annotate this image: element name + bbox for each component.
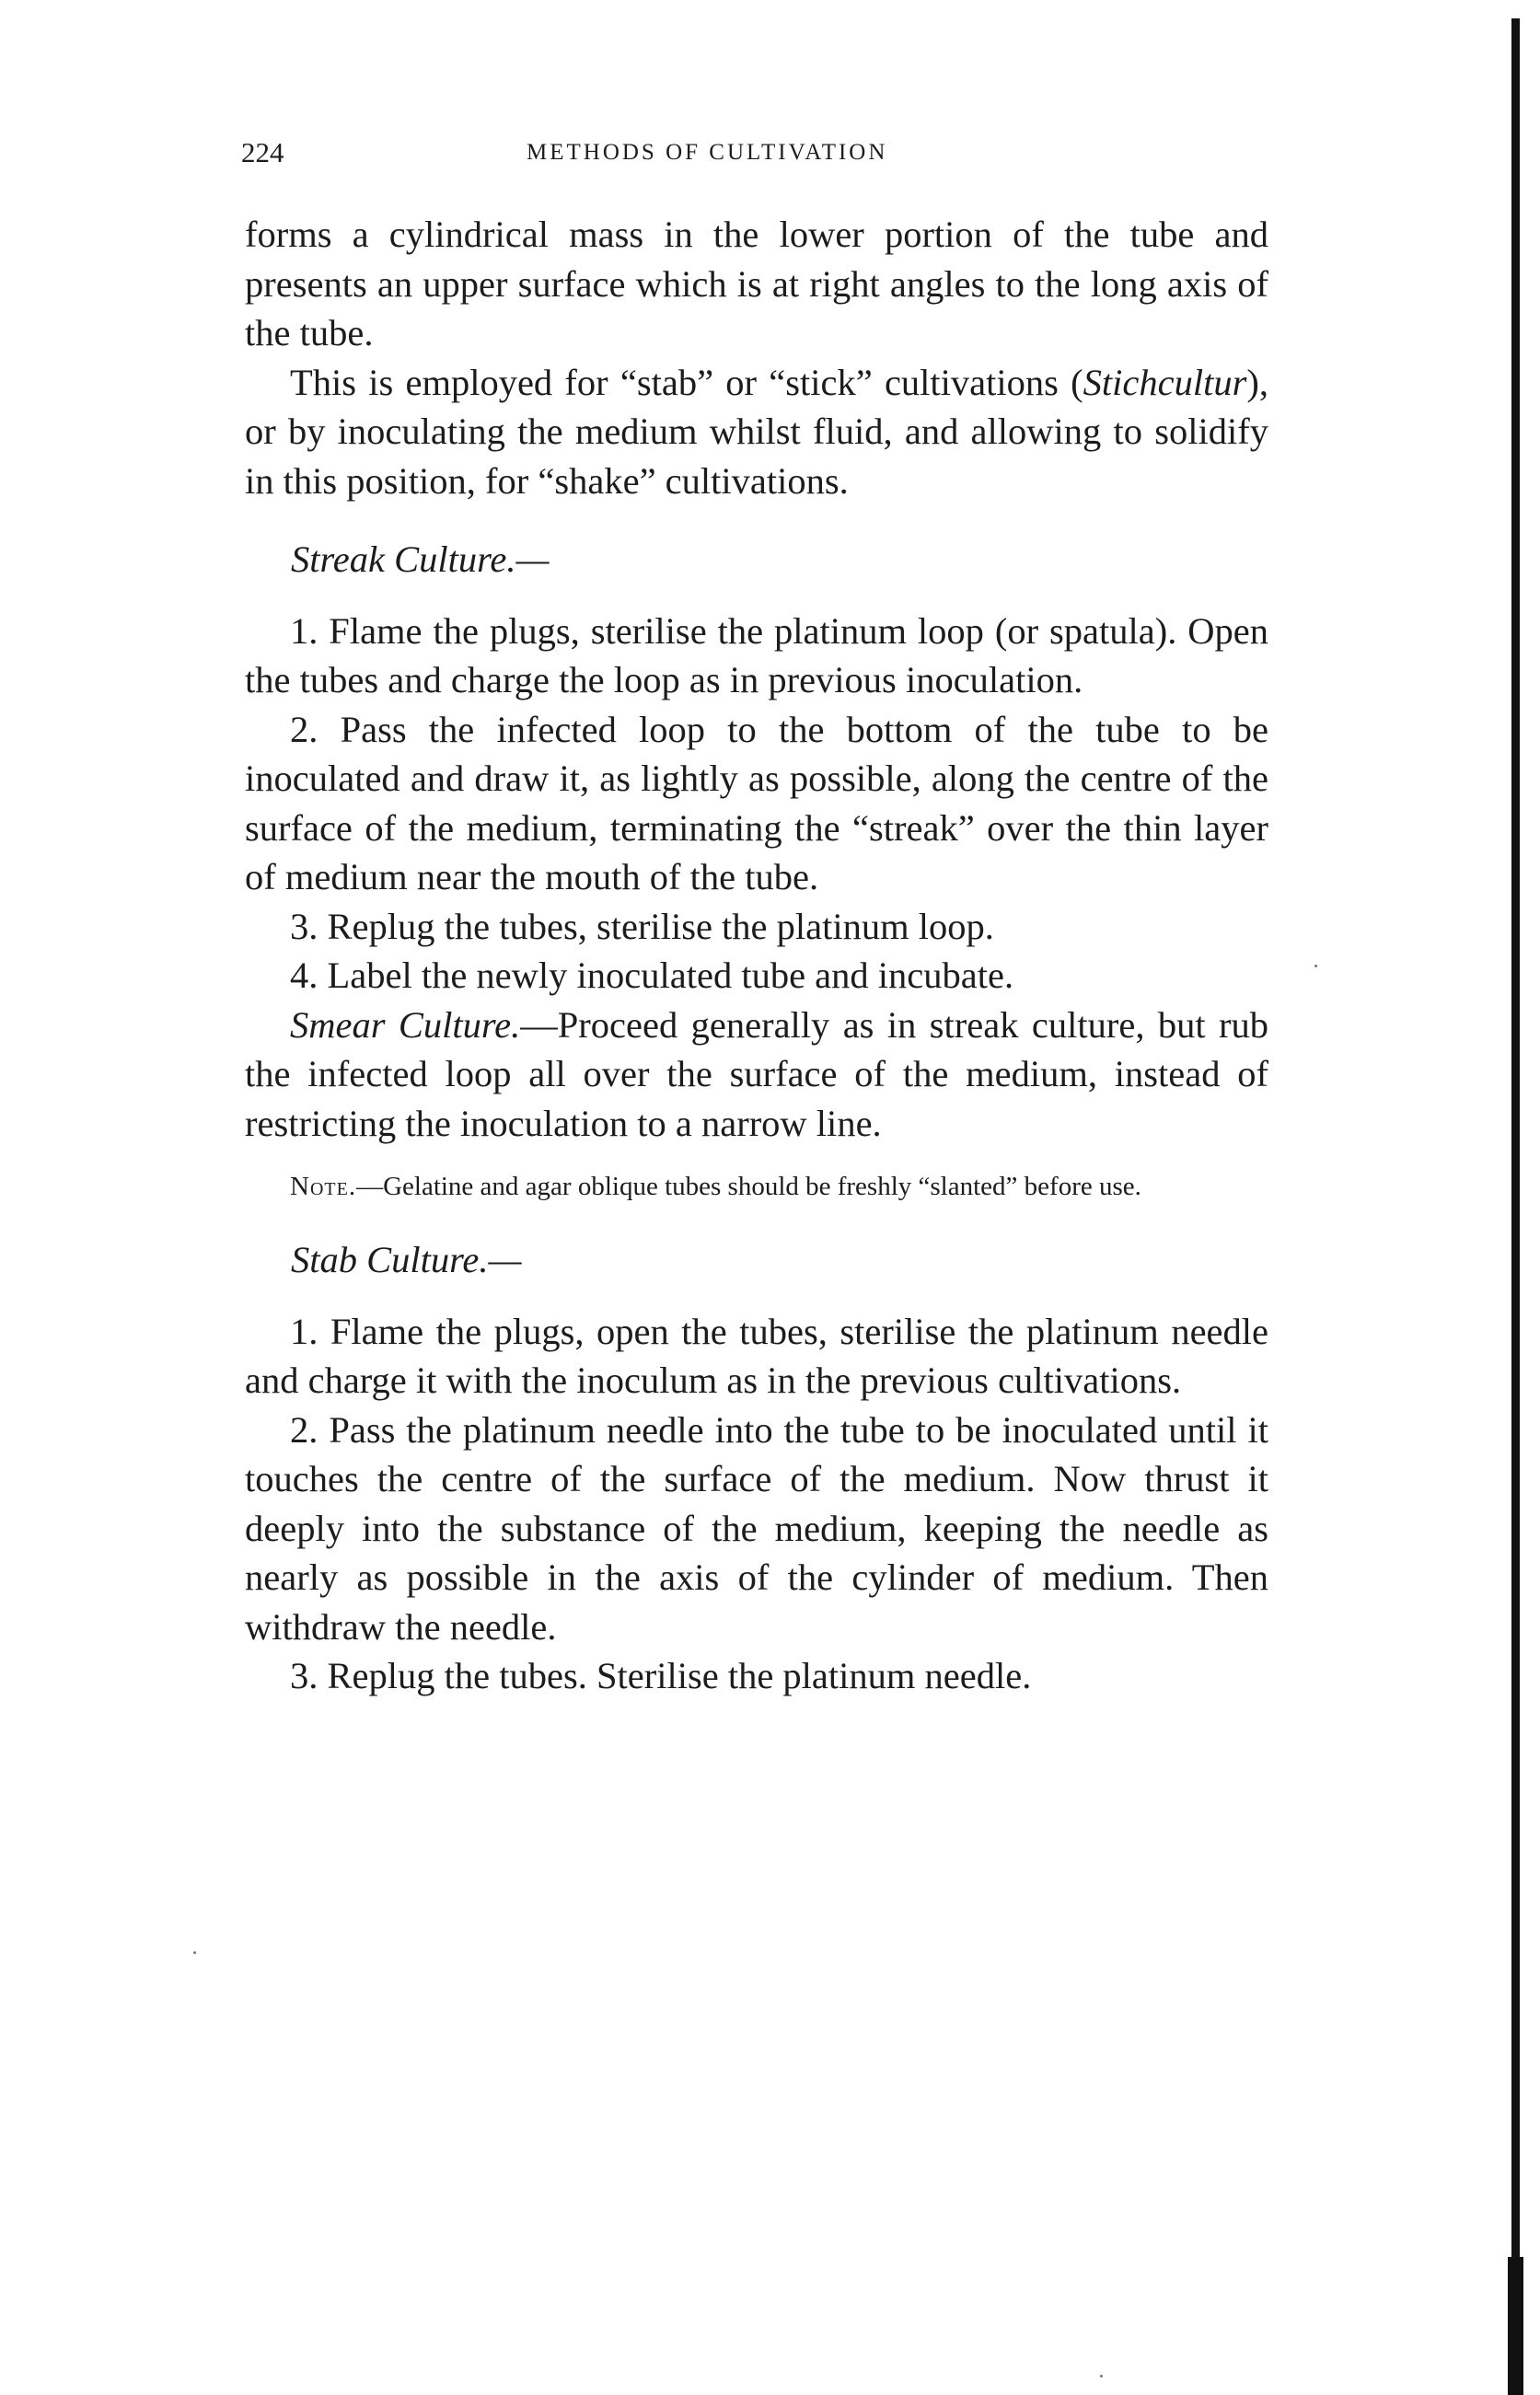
stab-step-2: 2. Pass the platinum needle into the tube to be inoculated until it touches the centre of the surface of the medium. Now thrust it deeply into the substance of the medium, keeping the needle as nearly as possible in the axis of the cylinder of medium. Then withdraw the needle. xyxy=(245,1408,1268,1648)
page-body xyxy=(245,210,1268,1701)
page-header xyxy=(241,136,1265,173)
scan-speck xyxy=(193,1951,196,1954)
italic-term: Stichcultur xyxy=(1083,361,1247,403)
paragraph-text: —Proceed generally as in streak culture, but rub the infected loop all over the surface of the medium, instead of restricting the inoculation to a narrow line. xyxy=(245,1003,1268,1144)
page-edge-shadow-bottom xyxy=(1508,2257,1523,2395)
note-text: —Gelatine and agar oblique tubes should be freshly “slanted” before use. xyxy=(356,1172,1141,1201)
streak-step-2: 2. Pass the infected loop to the bottom of the tube to be inoculated and draw it, as lightly as possible, along the centre of the surface of the medium, terminating the “streak” over the thin layer of medium near the mouth of the tube. xyxy=(245,708,1268,897)
scan-speck xyxy=(1100,2375,1103,2378)
paragraph-stab-stick xyxy=(245,358,1268,506)
stab-step-1: 1. Flame the plugs, open the tubes, sterilise the platinum needle and charge it with the inoculum as in the previous cultivations. xyxy=(245,1310,1268,1401)
page-number: 224 xyxy=(241,136,284,168)
paragraph-continuation: forms a cylindrical mass in the lower portion of the tube and presents an upper surface which is at right angles to the long axis of the tube. xyxy=(245,214,1268,353)
section-heading-streak-culture: Streak Culture.— xyxy=(291,538,550,580)
paragraph-text: This is employed for “stab” or “stick” cultivations ( xyxy=(290,361,1083,403)
footnote xyxy=(245,1168,1268,1206)
streak-step-3: 3. Replug the tubes, sterilise the platinum loop. xyxy=(290,905,994,947)
scan-speck xyxy=(1314,965,1317,967)
running-head: METHODS OF CULTIVATION xyxy=(527,140,888,165)
paragraph-text: ), or by inoculating the medium whilst fluid, and allowing to solidify in this position, for “shake” cultivations. xyxy=(245,361,1268,502)
stab-step-3: 3. Replug the tubes. Sterilise the platinum needle. xyxy=(290,1655,1032,1696)
note-label: Note. xyxy=(290,1172,357,1201)
page-edge-shadow xyxy=(1511,18,1520,2393)
paragraph-smear-culture xyxy=(245,1001,1268,1149)
section-heading-smear-culture: Smear Culture. xyxy=(290,1003,521,1046)
streak-step-4: 4. Label the newly inoculated tube and incubate. xyxy=(290,955,1014,996)
section-heading-stab-culture: Stab Culture.— xyxy=(291,1239,522,1280)
streak-step-1: 1. Flame the plugs, sterilise the platinum loop (or spatula). Open the tubes and charge the loop as in previous inoculation. xyxy=(245,609,1268,700)
